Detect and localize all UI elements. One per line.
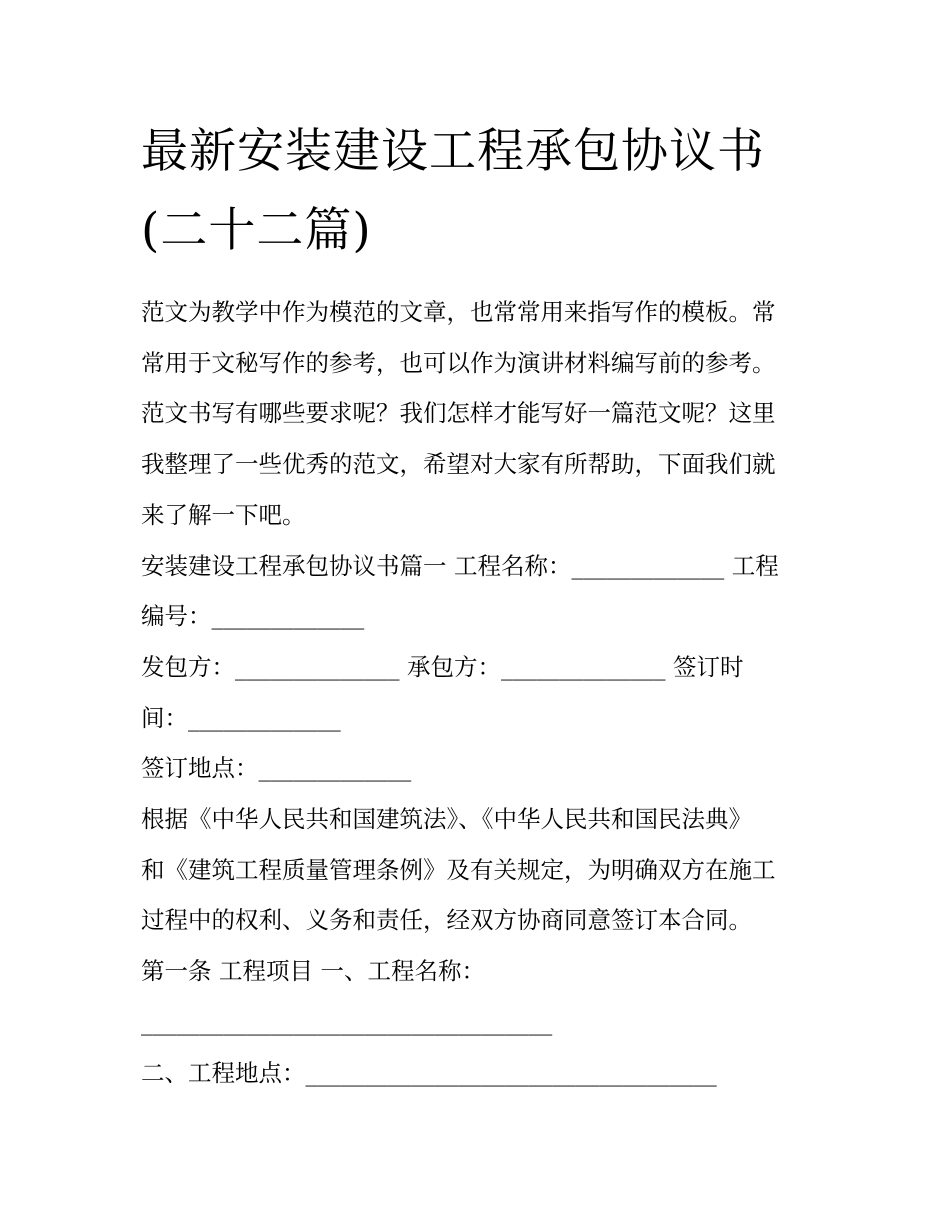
- body-line: 范文书写有哪些要求呢？我们怎样才能写好一篇范文呢？这里: [141, 399, 776, 428]
- title-line-2: (二十二篇): [141, 203, 372, 258]
- body-line: ___________________________________: [141, 1007, 553, 1036]
- document-title: [141, 112, 821, 270]
- body-line: 安装建设工程承包协议书篇一 工程名称：_____________ 工程: [141, 551, 779, 580]
- body-line: 范文为教学中作为模范的文章，也常常用来指写作的模板。常: [141, 298, 776, 326]
- body-line: 过程中的权利、义务和责任，经双方协商同意签订本合同。: [141, 906, 752, 935]
- body-line: 根据《中华人民共和国建筑法》、《中华人民共和国民法典》: [141, 805, 752, 834]
- body-line: 来了解一下吧。: [141, 500, 306, 529]
- body-line: 编号：_____________: [141, 602, 365, 631]
- document-page: [141, 112, 821, 1098]
- body-line: 签订地点：_____________: [141, 754, 412, 783]
- body-line: 二、工程地点：___________________________________: [141, 1058, 717, 1087]
- title-line-1: 最新安装建设工程承包协议书: [141, 124, 765, 179]
- body-line: 间：_____________: [141, 703, 341, 732]
- body-line: 和《建筑工程质量管理条例》及有关规定，为明确双方在施工: [141, 855, 776, 884]
- document-body: [141, 287, 821, 1098]
- body-line: 常用于文秘写作的参考，也可以作为演讲材料编写前的参考。: [141, 348, 776, 377]
- body-line: 第一条 工程项目 一、工程名称：: [141, 957, 485, 986]
- body-line: 我整理了一些优秀的范文，希望对大家有所帮助，下面我们就: [141, 450, 776, 479]
- body-line: 发包方：______________ 承包方：______________ 签订时: [141, 652, 744, 681]
